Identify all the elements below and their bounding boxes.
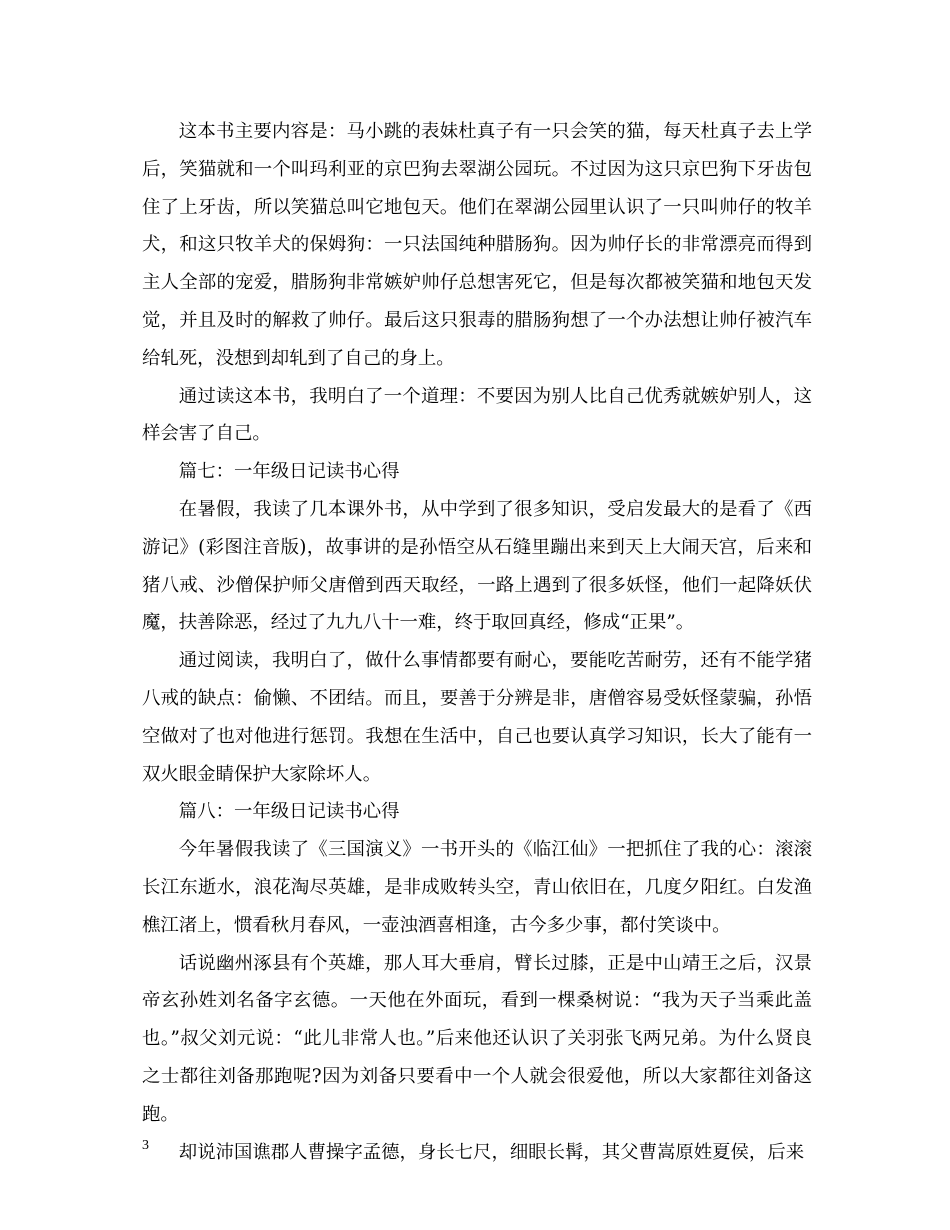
paragraph: 这本书主要内容是：马小跳的表妹杜真子有一只会笑的猫，每天杜真子去上学后，笑猫就和一个叫玛利亚的京巴狗去翠湖公园玩。不过因为这只京巴狗下牙齿包住了上牙齿，所以笑猫总叫它地包天。他们在翠湖公园里认识了一只叫帅仔的牧羊犬，和这只牧羊犬的保姆狗：一只法国纯种腊肠狗。因为帅仔长的非常漂亮而得到主人全部的宠爱，腊肠狗非常嫉妒帅仔总想害死它，但是每次都被笑猫和地包天发觉，并且及时的解救了帅仔。最后这只狠毒的腊肠狗想了一个办法想让帅仔被汽车给轧死，没想到却轧到了自己的身上。 [142, 121, 812, 369]
paragraph: 话说幽州涿县有个英雄，那人耳大垂肩，臂长过膝，正是中山靖王之后，汉景帝玄孙姓刘名备字玄德。一天他在外面玩，看到一棵桑树说：“我为天子当乘此盖也。”叔父刘元说：“此儿非常人也。”后来他还认识了关羽张飞两兄弟。为什么贤良之士都往刘备那跑呢?因为刘备只要看中一个人就会很爱他，所以大家都往刘备这跑。 [142, 952, 812, 1125]
paragraph: 在暑假，我读了几本课外书，从中学到了很多知识，受启发最大的是看了《西游记》(彩图注音版)，故事讲的是孙悟空从石缝里蹦出来到天上大闹天宫，后来和猪八戒、沙僧保护师父唐僧到西天取经，一路上遇到了很多妖怪，他们一起降妖伏魔，扶善除恶，经过了九九八十一难，终于取回真经，修成“正果”。 [142, 498, 812, 634]
page-number: 3 [142, 1138, 149, 1153]
paragraph: 通过读这本书，我明白了一个道理：不要因为别人比自己优秀就嫉妒别人，这样会害了自己。 [142, 385, 812, 445]
paragraph: 却说沛国谯郡人曹操字孟德，身长七尺，细眼长髯，其父曹嵩原姓夏侯，后来 [178, 1141, 805, 1163]
paragraph: 今年暑假我读了《三国演义》一书开头的《临江仙》一把抓住了我的心：滚滚长江东逝水，浪花淘尽英雄，是非成败转头空，青山依旧在，几度夕阳红。白发渔樵江渚上，惯看秋月春风，一壶浊酒喜相逢，古今多少事，都付笑谈中。 [142, 839, 812, 936]
document-body [142, 113, 812, 1171]
section-heading: 篇七：一年级日记读书心得 [178, 461, 400, 483]
paragraph: 通过阅读，我明白了，做什么事情都要有耐心，要能吃苦耐劳，还有不能学猪八戒的缺点：偷懒、不团结。而且，要善于分辨是非，唐僧容易受妖怪蒙骗，孙悟空做对了也对他进行惩罚。我想在生活中，自己也要认真学习知识，长大了能有一双火眼金睛保护大家除坏人。 [142, 650, 812, 785]
section-heading: 篇八：一年级日记读书心得 [178, 801, 400, 823]
